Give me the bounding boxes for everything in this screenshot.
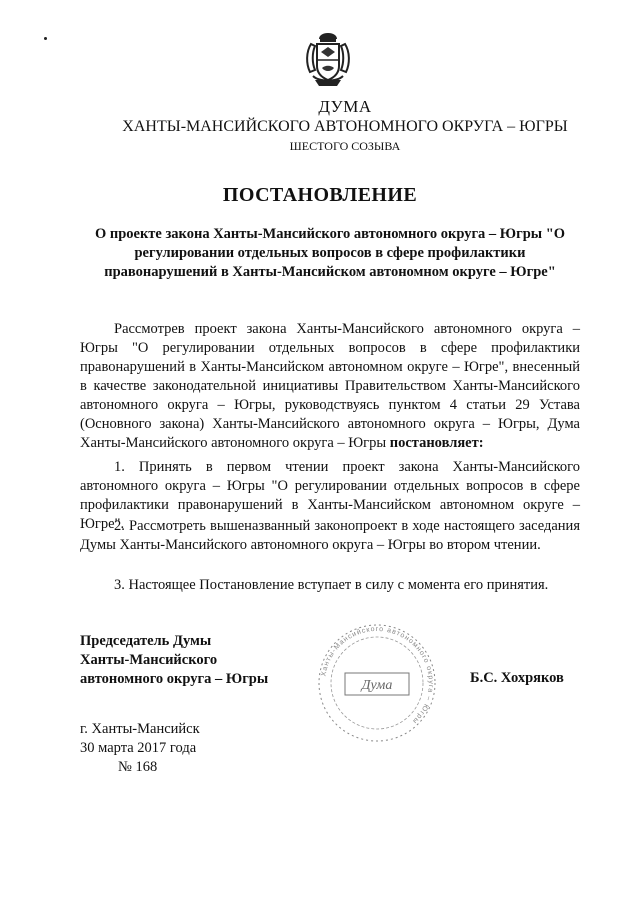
stamp-text: Дума: [361, 678, 393, 693]
region-name: ХАНТЫ-МАНСИЙСКОГО АВТОНОМНОГО ОКРУГА – ЮГРЫ: [122, 118, 568, 135]
city: г. Ханты-Мансийск: [80, 721, 200, 737]
document-title: ПОСТАНОВЛЕНИЕ: [222, 184, 418, 206]
organization-name: ДУМА: [318, 97, 372, 116]
position-line: Ханты-Мансийского: [80, 652, 218, 668]
scan-speck: [44, 37, 47, 40]
coat-of-arms-icon: [303, 30, 353, 92]
convocation: ШЕСТОГО СОЗЫВА: [289, 139, 401, 153]
document-subject: О проекте закона Ханты-Мансийского автономного округа – Югры "О регулировании отдельных вопросов в сфере профилактики правонарушений в Ханты-Мансийском автономном округе – Югре": [94, 226, 566, 280]
position-line: Председатель Думы: [80, 633, 212, 649]
preamble: [80, 320, 580, 453]
preamble-text: Рассмотрев проект закона Ханты-Мансийского автономного округа – Югры "О регулировании отдельных вопросов в сфере профилактики правонарушений в Ханты-Мансийском автономном округе – Югре", внесенный в качестве законодательной инициативы Правительством Ханты-Мансийского автономного округа – Югры, руководствуясь пунктом 4 статьи 29 Устава (Основного закона) Ханты-Мансийского автономного округа – Югры, Дума Ханты-Мансийского автономного округа – Югры: [80, 321, 580, 451]
document-footer: [80, 720, 200, 777]
item-text: 3. Настоящее Постановление вступает в силу с момента его принятия.: [114, 577, 549, 593]
signatory-position: [80, 632, 300, 689]
official-stamp: [315, 621, 439, 745]
item-3: [80, 576, 580, 595]
signatory-name: Б.С. Хохряков: [470, 670, 564, 686]
position-line: автономного округа – Югры: [80, 671, 269, 687]
item-text: 1. Принять в первом чтении проект закона Ханты-Мансийского автономного округа – Югры "О регулировании отдельных вопросов в сфере профилактики правонарушений в Ханты-Мансийском автономном округе – Югре".: [80, 459, 580, 532]
decree-word: постановляет:: [389, 435, 484, 451]
date: 30 марта 2017 года: [80, 740, 197, 756]
stamp-ring-text: Ханты-Мансийского автономного округа – Югры: [320, 625, 435, 726]
item-2: [80, 517, 580, 555]
document-number: № 168: [118, 759, 158, 775]
item-text: 2. Рассмотреть вышеназванный законопроект в ходе настоящего заседания Думы Ханты-Мансийского автономного округа – Югры во втором чтении.: [80, 518, 580, 553]
